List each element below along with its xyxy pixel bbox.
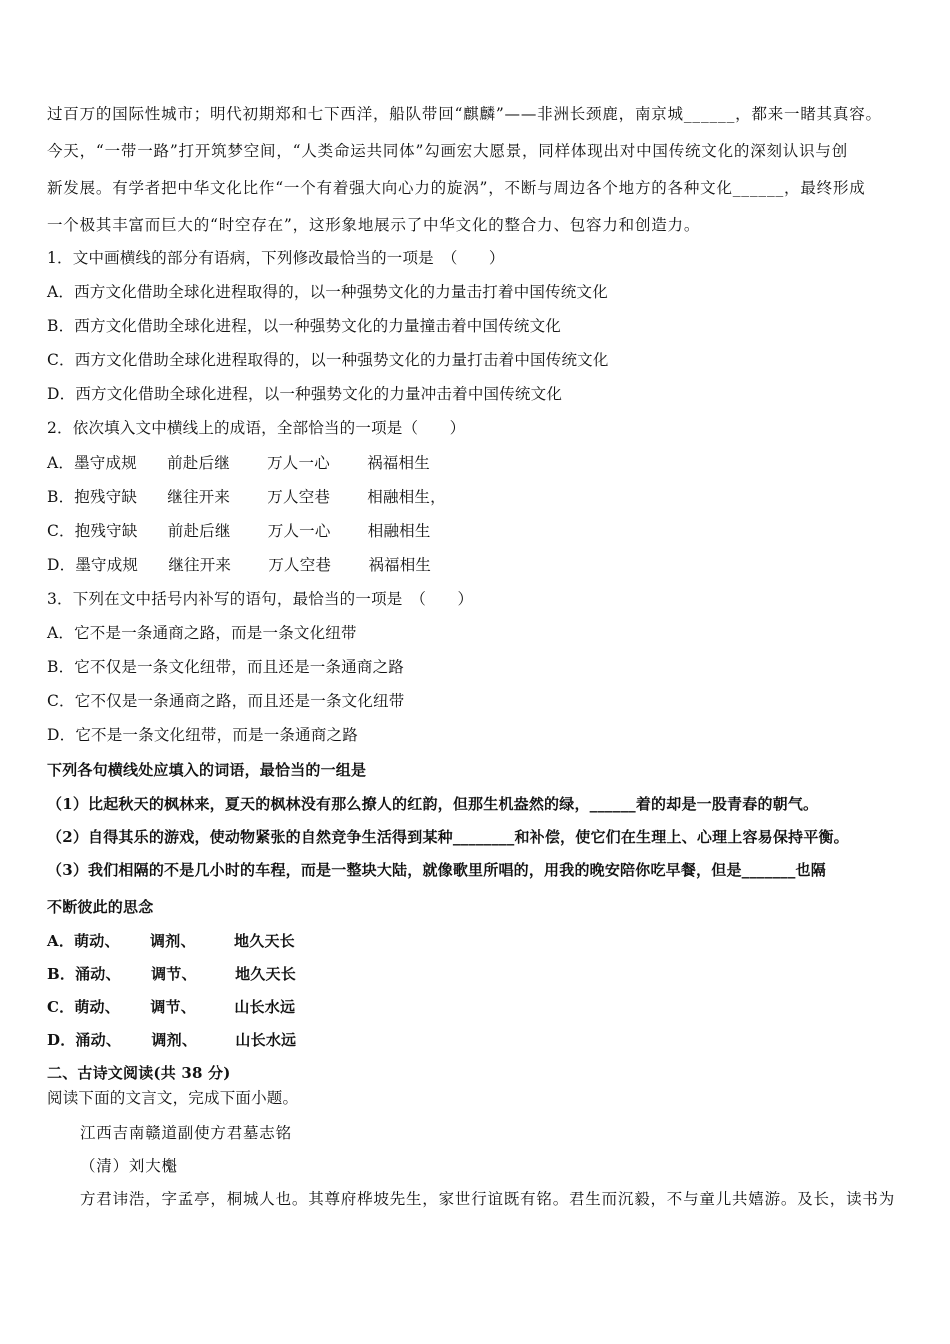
option-term: 萌动、 — [74, 998, 120, 1016]
q3-option-d: D．它不是一条文化纽带，而是一条通商之路 — [47, 726, 358, 744]
q2-option-b — [47, 487, 446, 507]
question-2-stem: 2．依次填入文中横线上的成语，全部恰当的一项是（ ） — [47, 419, 466, 437]
option-term: 涌动、 — [75, 1031, 122, 1049]
option-term: 地久天长 — [234, 932, 295, 950]
option-label: D． — [47, 1031, 76, 1049]
q3-option-a: A．它不是一条通商之路，而是一条文化纽带 — [47, 624, 357, 642]
option-term: 调剂、 — [151, 1031, 198, 1049]
section-2-heading: 二、古诗文阅读(共 38 分) — [47, 1064, 231, 1082]
option-label: B． — [47, 488, 75, 506]
option-label: B． — [47, 965, 76, 983]
q4-option-a — [47, 931, 295, 951]
option-term: 山长水远 — [234, 998, 296, 1016]
q4-sentence-3-cont: 不断彼此的思念 — [47, 898, 154, 916]
option-term: 万人一心 — [267, 454, 330, 472]
option-term: 祸福相生 — [367, 454, 430, 472]
q2-option-d — [47, 555, 431, 575]
question-1-stem: 1．文中画横线的部分有语病，下列修改最恰当的一项是 （ ） — [47, 249, 505, 267]
option-term: 继往开来 — [168, 556, 232, 574]
option-term: 万人空巷 — [268, 556, 332, 574]
option-term: 山长水远 — [235, 1031, 297, 1049]
option-term: 万人空巷 — [267, 488, 331, 506]
option-label: D． — [47, 556, 76, 574]
option-term: 涌动、 — [75, 965, 121, 983]
option-term: 万人一心 — [267, 522, 331, 540]
q4-sentence-1: （1）比起秋天的枫林来，夏天的枫林没有那么撩人的红韵，但那生机盎然的绿，______着的却是一股青春的朝气。 — [47, 795, 819, 813]
q1-option-a: A．西方文化借助全球化进程取得的，以一种强势文化的力量击打着中国传统文化 — [47, 283, 608, 301]
option-term: 相融相生， — [367, 488, 446, 506]
option-label: A． — [47, 454, 75, 472]
option-term: 墨守成规 — [74, 454, 137, 472]
option-term: 继往开来 — [167, 488, 231, 506]
passage-line-4: 一个极其丰富而巨大的“时空存在”，这形象地展示了中华文化的整合力、包容力和创造力。 — [47, 216, 701, 234]
option-term: 墨守成规 — [75, 556, 139, 574]
option-term: 调剂、 — [150, 932, 196, 950]
classical-text-author: （清）刘大櫆 — [80, 1157, 178, 1175]
q3-option-b: B．它不仅是一条文化纽带，而且还是一条通商之路 — [47, 658, 404, 676]
option-term: 调节、 — [151, 965, 197, 983]
option-term: 抱残守缺 — [74, 522, 138, 540]
q4-option-d — [47, 1030, 296, 1050]
question-3-stem: 3．下列在文中括号内补写的语句，最恰当的一项是 （ ） — [47, 590, 474, 608]
q1-option-b: B．西方文化借助全球化进程，以一种强势文化的力量撞击着中国传统文化 — [47, 317, 561, 335]
option-term: 抱残守缺 — [74, 488, 138, 506]
q4-sentence-3: （3）我们相隔的不是几小时的车程，而是一整块大陆，就像歌里所唱的，用我的晚安陪你吃早餐，但是_______也隔 — [47, 861, 826, 879]
classical-text-first-line: 方君讳浩，字孟亭，桐城人也。其尊府桦坡先生，家世行谊既有铭。君生而沉毅，不与童儿共嬉游。及长，读书为 — [80, 1190, 896, 1208]
option-term: 地久天长 — [235, 965, 296, 983]
option-term: 祸福相生 — [368, 556, 432, 574]
option-label: C． — [47, 998, 75, 1016]
option-term: 前赴后继 — [167, 454, 230, 472]
q1-option-c: C．西方文化借助全球化进程取得的，以一种强势文化的力量打击着中国传统文化 — [47, 351, 609, 369]
q2-option-a — [47, 453, 430, 473]
option-label: C． — [47, 522, 75, 540]
q4-sentence-2: （2）自得其乐的游戏，使动物紧张的自然竞争生活得到某种________和补偿，使它们在生理上、心理上容易保持平衡。 — [47, 828, 849, 846]
q3-option-c: C．它不仅是一条通商之路，而且还是一条文化纽带 — [47, 692, 405, 710]
option-term: 调节、 — [150, 998, 196, 1016]
q4-option-b — [47, 964, 296, 984]
passage-line-3: 新发展。有学者把中华文化比作“一个有着强大向心力的旋涡”，不断与周边各个地方的各种文化______，最终形成 — [47, 179, 866, 197]
question-4-stem: 下列各句横线处应填入的词语，最恰当的一组是 — [47, 761, 367, 779]
section-2-instruction: 阅读下面的文言文，完成下面小题。 — [47, 1089, 299, 1107]
passage-line-1: 过百万的国际性城市；明代初期郑和七下西洋，船队带回“麒麟”——非洲长颈鹿，南京城______，都来一睹其真容。 — [47, 105, 882, 123]
passage-line-2: 今天，“一带一路”打开筑梦空间，“人类命运共同体”勾画宏大愿景，同样体现出对中国传统文化的深刻认识与创 — [47, 142, 848, 160]
q4-option-c — [47, 997, 295, 1017]
q2-option-c — [47, 521, 431, 541]
classical-text-title: 江西吉南赣道副使方君墓志铭 — [80, 1124, 292, 1142]
option-term: 萌动、 — [74, 932, 120, 950]
option-term: 前赴后继 — [167, 522, 231, 540]
option-label: A． — [47, 932, 75, 950]
option-term: 相融相生 — [367, 522, 431, 540]
q1-option-d: D．西方文化借助全球化进程，以一种强势文化的力量冲击着中国传统文化 — [47, 385, 563, 403]
